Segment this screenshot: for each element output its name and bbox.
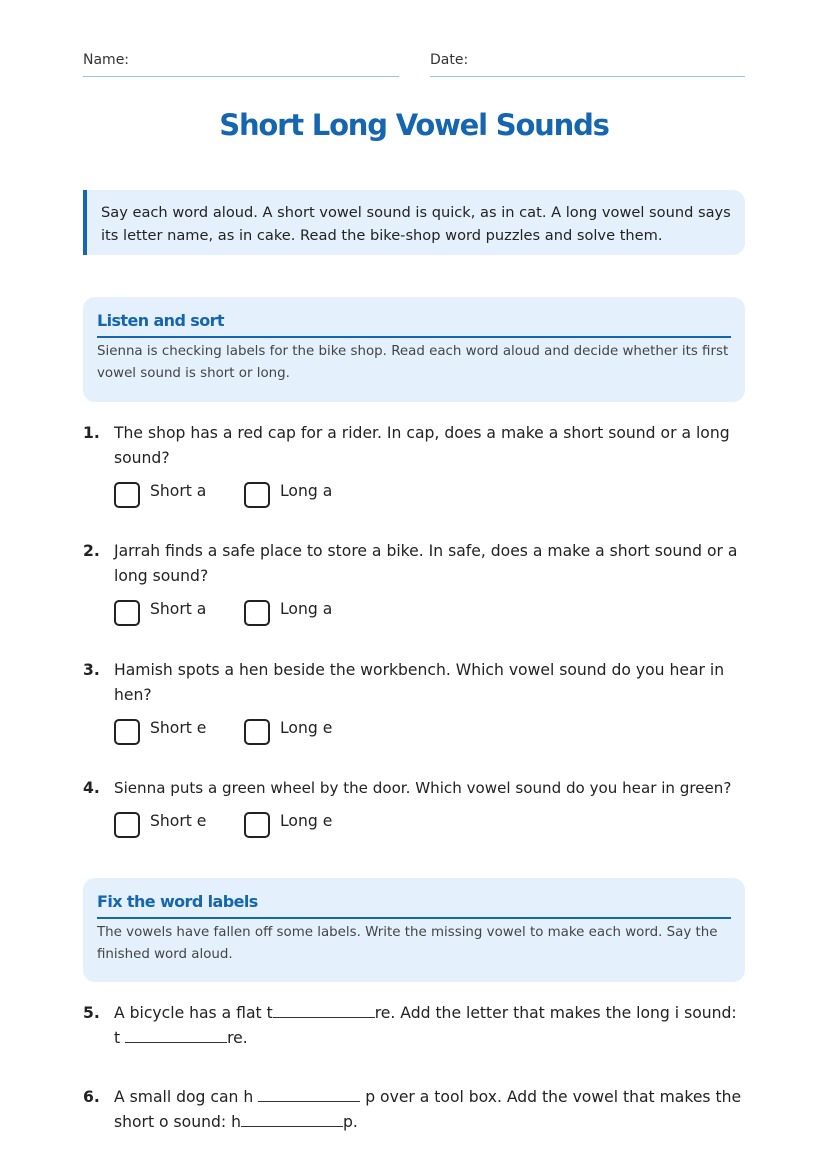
name-field[interactable]: [83, 52, 399, 77]
checkbox[interactable]: [244, 600, 270, 626]
question-text: Hamish spots a hen beside the workbench. Which vowel sound do you hear in hen?: [114, 661, 725, 704]
question-number: 4.: [83, 779, 100, 797]
name-label: Name:: [83, 52, 130, 68]
question-1: [83, 421, 745, 471]
checkbox[interactable]: [114, 482, 140, 508]
option-label: Short e: [150, 719, 207, 737]
question-number: 1.: [83, 424, 100, 442]
option-label: Long a: [280, 600, 333, 618]
option-label: Short a: [150, 482, 207, 500]
question-number: 5.: [83, 1004, 100, 1022]
option-label: Long e: [280, 812, 333, 830]
text-part: p.: [342, 1113, 358, 1131]
question-3: [83, 658, 745, 708]
question-number: 2.: [83, 542, 100, 560]
intro-box: Say each word aloud. A short vowel sound is quick, as in cat. A long vowel sound says its letter name, as in cake. Read the bike-shop word puzzles and solve them.: [83, 190, 745, 255]
checkbox[interactable]: [114, 600, 140, 626]
option-label: Long e: [280, 719, 333, 737]
section-description: The vowels have fallen off some labels. Write the missing vowel to make each word. Say the finished word aloud.: [97, 925, 718, 962]
question-2: [83, 539, 745, 589]
date-label: Date:: [430, 52, 469, 68]
question-number: 3.: [83, 661, 100, 679]
question-text: The shop has a red cap for a rider. In cap, does a make a short sound or a long sound?: [114, 424, 730, 467]
section-title: Listen and sort: [97, 311, 731, 338]
option-label: Short e: [150, 812, 207, 830]
date-field[interactable]: [430, 52, 745, 77]
text-part: re. Add the letter that makes the long i sound: t: [114, 1004, 737, 1047]
answer-blank[interactable]: [241, 1110, 343, 1127]
question-text: Jarrah finds a safe place to store a bike. In safe, does a make a short sound or a long sound?: [114, 542, 738, 585]
text-part: re.: [227, 1029, 248, 1047]
header-fields: [83, 52, 745, 78]
checkbox[interactable]: [244, 719, 270, 745]
checkbox[interactable]: [244, 482, 270, 508]
option-label: Short a: [150, 600, 207, 618]
checkbox[interactable]: [244, 812, 270, 838]
section-fix-the-word-labels: [83, 878, 745, 982]
question-text: [114, 1001, 745, 1051]
section-listen-and-sort: [83, 297, 745, 402]
option-label: Long a: [280, 482, 333, 500]
question-4: [83, 776, 745, 801]
text-part: p over a tool box. Add the vowel that makes the short o sound: h: [114, 1088, 742, 1131]
answer-blank[interactable]: [125, 1026, 227, 1043]
question-text: [114, 1085, 745, 1135]
text-part: A small dog can h: [114, 1088, 254, 1106]
question-number: 6.: [83, 1088, 100, 1106]
checkbox[interactable]: [114, 719, 140, 745]
question-5: [83, 1001, 745, 1051]
text-part: A bicycle has a flat t: [114, 1004, 273, 1022]
page-title: Short Long Vowel Sounds: [219, 108, 609, 142]
checkbox[interactable]: [114, 812, 140, 838]
answer-blank[interactable]: [258, 1085, 360, 1102]
section-title: Fix the word labels: [97, 892, 731, 919]
section-description: Sienna is checking labels for the bike shop. Read each word aloud and decide whether its first vowel sound is short or long.: [97, 344, 729, 381]
question-6: [83, 1085, 745, 1135]
answer-blank[interactable]: [273, 1001, 375, 1018]
question-text: Sienna puts a green wheel by the door. Which vowel sound do you hear in green?: [114, 779, 732, 797]
